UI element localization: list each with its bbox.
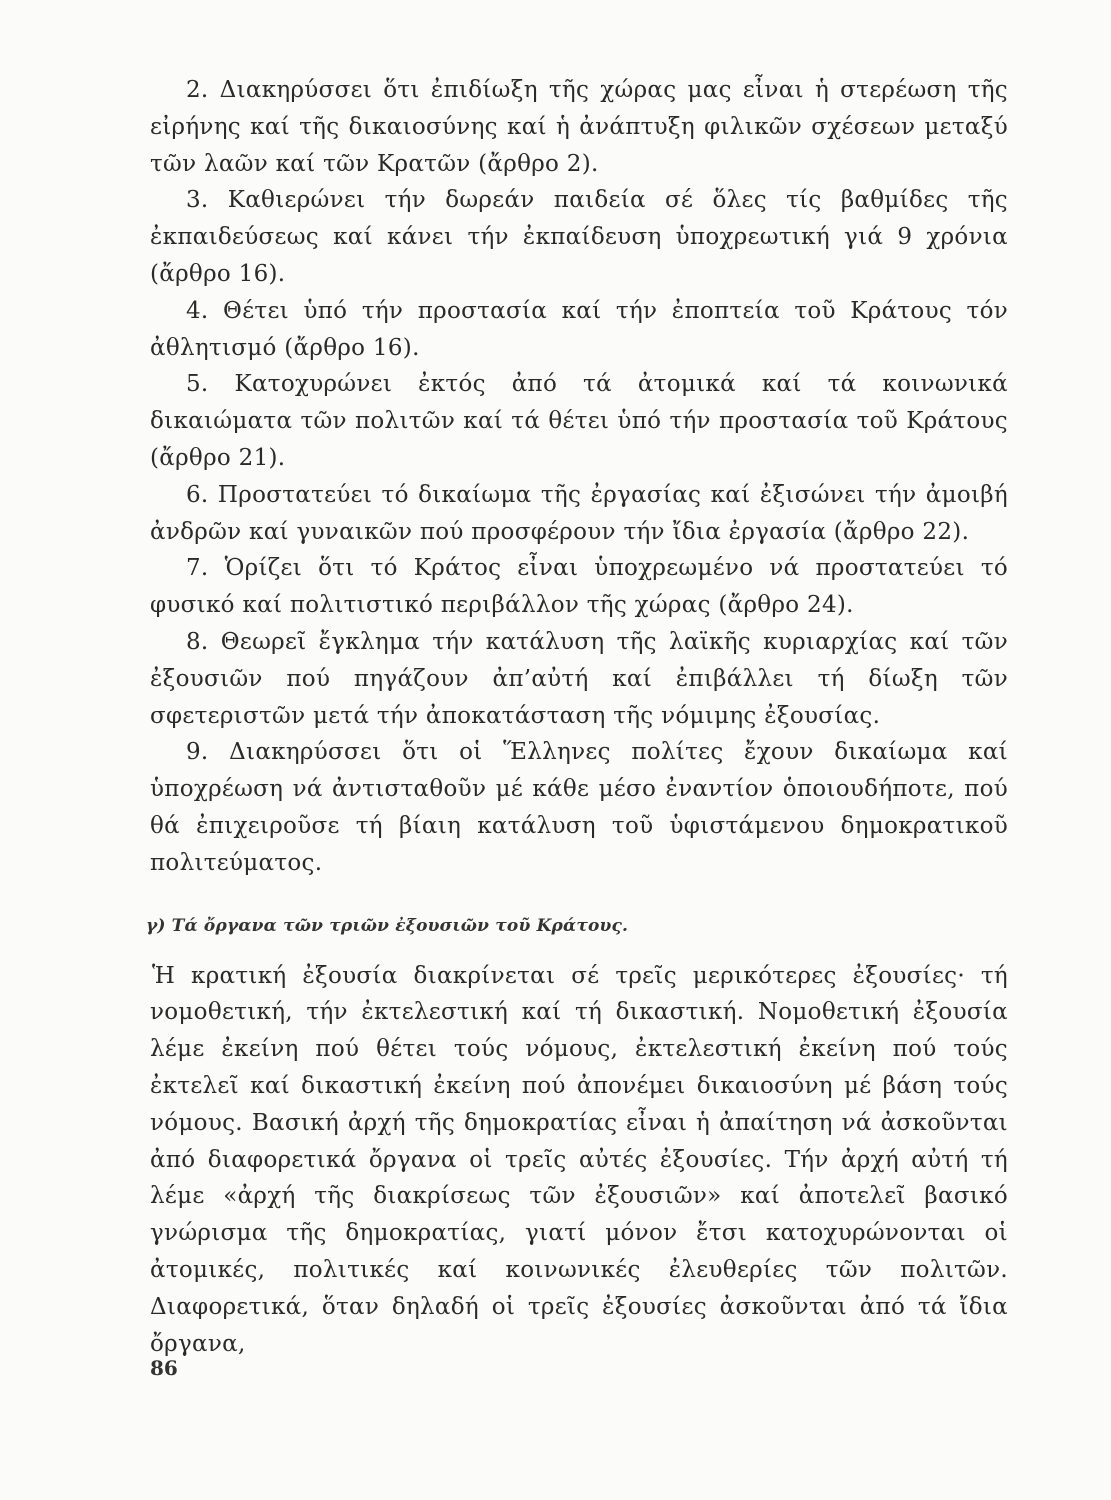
body-paragraph: Ἡ κρατική ἐξουσία διακρίνεται σέ τρεῖς μερικότερες ἐξουσίες· τή νομοθετική, τήν ἐκτελεστική καί τή δικαστική. Νομοθετική ἐξουσία λέμε ἐκείνη πού θέτει τούς νόμους, ἐκτελεστική ἐκείνη πού τούς ἐκτελεῖ καί δικαστική ἐκείνη πού ἀπονέμει δικαιοσύνη μέ βάση τούς νόμους. Βασική ἀρχή τῆς δημοκρατίας εἶναι ἡ ἀπαίτηση νά ἀσκοῦνται ἀπό διαφορετικά ὄργανα οἱ τρεῖς αὐτές ἐξουσίες. Τήν ἀρχή αὐτή τή λέμε «ἀρχή τῆς διακρίσεως τῶν ἐξουσιῶν» καί ἀποτελεῖ βασικό γνώρισμα τῆς δημοκρατίας, γιατί μόνον ἔτσι κατοχυρώνονται οἱ ἀτομικές, πολιτικές καί κοινωνικές ἐλευθερίες τῶν πολιτῶν. Διαφορετικά, ὅταν δηλαδή οἱ τρεῖς ἐξουσίες ἀσκοῦνται ἀπό τά ἴδια ὄργανα, <box>150 962 1008 1357</box>
page-number: 86 <box>150 1356 178 1380</box>
page-body <box>146 72 1008 1385</box>
list-item-8: 8. Θεωρεῖ ἔγκλημα τήν κατάλυση τῆς λαϊκῆς κυριαρχίας καί τῶν ἐξουσιῶν πού πηγάζουν ἀπ’αὐτή καί ἐπιβάλλει τή δίωξη τῶν σφετεριστῶν μετά τήν ἀποκατάσταση τῆς νόμιμης ἐξουσίας. <box>150 628 1008 729</box>
section-heading <box>146 916 1008 936</box>
list-item-5: 5. Κατοχυρώνει ἐκτός ἀπό τά ἀτομικά καί τά κοινωνικά δικαιώματα τῶν πολιτῶν καί τά θέτει ὑπό τήν προστασία τοῦ Κράτους (ἄρθρο 21). <box>150 371 1008 471</box>
list-item-9: 9. Διακηρύσσει ὅτι οἱ Ἕλληνες πολίτες ἔχουν δικαίωμα καί ὑποχρέωση νά ἀντισταθοῦν μέ κάθε μέσο ἐναντίον ὁποιουδήποτε, πού θά ἐπιχειροῦσε τή βίαιη κατάλυση τοῦ ὑφιστάμενου δημοκρατικοῦ πολιτεύματος. <box>150 739 1008 876</box>
list-item-3: 3. Καθιερώνει τήν δωρεάν παιδεία σέ ὅλες τίς βαθμίδες τῆς ἐκπαιδεύσεως καί κάνει τήν ἐκπαίδευση ὑποχρεωτική γιά 9 χρόνια (ἄρθρο 16). <box>150 187 1008 287</box>
list-item-6: 6. Προστατεύει τό δικαίωμα τῆς ἐργασίας καί ἐξισώνει τήν ἀμοιβή ἀνδρῶν καί γυναικῶν πού προσφέρουν τήν ἴδια ἐργασία (ἄρθρο 22). <box>150 481 1008 545</box>
section-label: γ) <box>146 915 166 936</box>
list-item-2: 2. Διακηρύσσει ὅτι ἐπιδίωξη τῆς χώρας μας εἶναι ἡ στερέωση τῆς εἰρήνης καί τῆς δικαιοσύνης καί ἡ ἀνάπτυξη φιλικῶν σχέσεων μεταξύ τῶν λαῶν καί τῶν Κρατῶν (ἄρθρο 2). <box>150 77 1008 177</box>
numbered-list <box>150 72 1008 882</box>
list-item-4: 4. Θέτει ὑπό τήν προστασία καί τήν ἐποπτεία τοῦ Κράτους τόν ἀθλητισμό (ἄρθρο 16). <box>150 297 1008 361</box>
section-title: Τά ὄργανα τῶν τριῶν ἐξουσιῶν τοῦ Κράτους. <box>171 915 629 936</box>
list-item-7: 7. Ὁρίζει ὅτι τό Κράτος εἶναι ὑποχρεωμένο νά προστατεύει τό φυσικό καί πολιτιστικό περιβάλλον τῆς χώρας (ἄρθρο 24). <box>150 555 1008 619</box>
